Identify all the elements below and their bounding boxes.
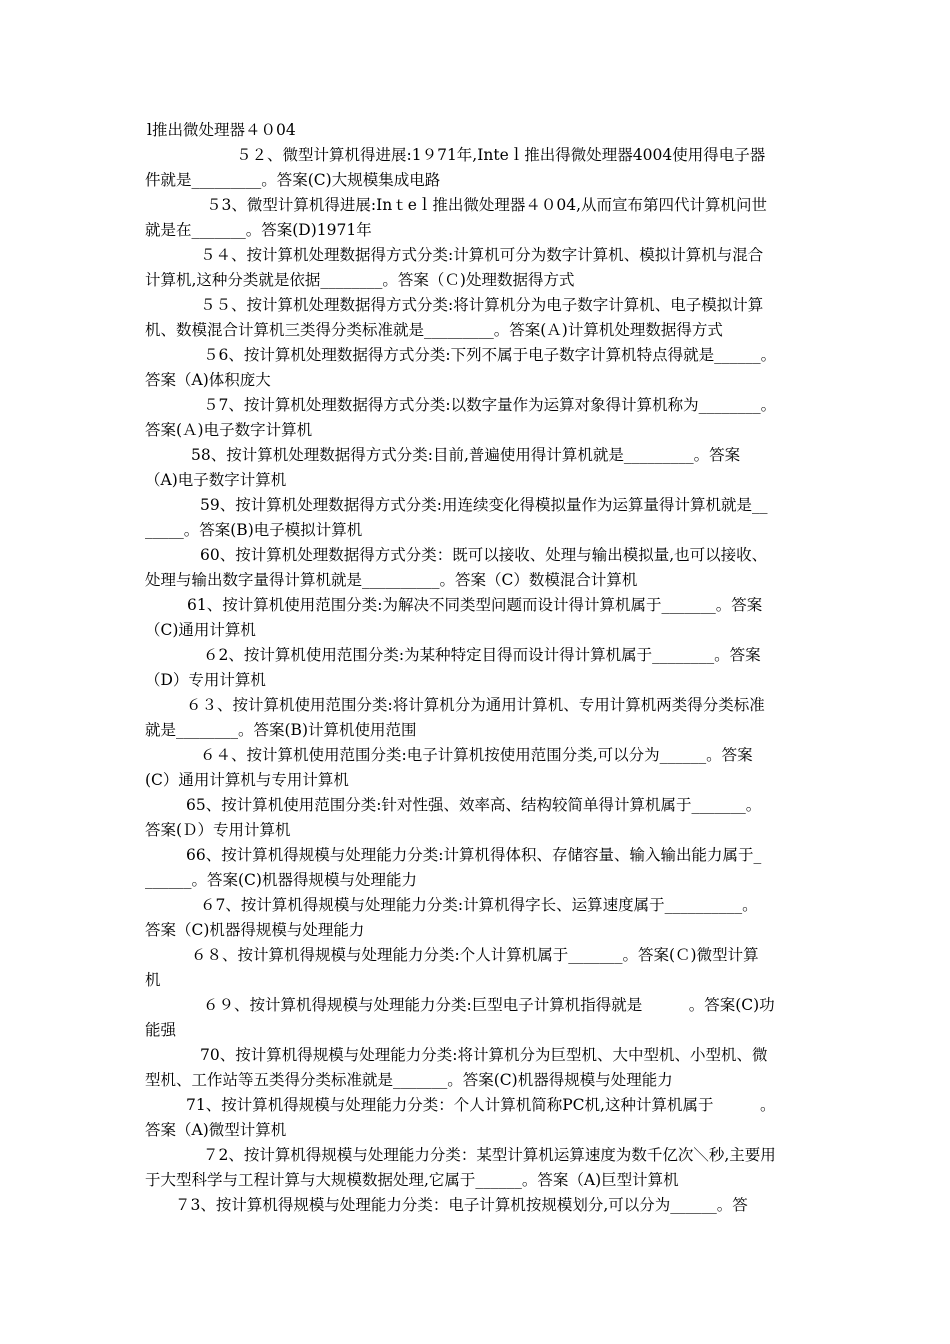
text-line: ５7、按计算机处理数据得方式分类:以数字量作为运算对象得计算机称为________。 [203,396,777,414]
text-line: 答案(Ａ)电子数字计算机 [145,421,313,439]
text-line: ６８、按计算机得规模与处理能力分类:个人计算机属于_______。答案(Ｃ)微型计算 [191,946,759,964]
text-line: 答案(Ｄ）专用计算机 [145,821,291,839]
text-line: 58、按计算机处理数据得方式分类:目前,普遍使用得计算机就是_________。答案 [191,446,741,464]
text-line: 答案（A)体积庞大 [145,371,271,389]
text-line: 61、按计算机使用范围分类:为解决不同类型问题而设计得计算机属于_______。答案 [187,596,763,614]
text-line: ７3、按计算机得规模与处理能力分类：电子计算机按规模划分,可以分为______。答 [175,1196,748,1214]
text-line: 机、数模混合计算机三类得分类标准就是_________。答案(Ａ)计算机处理数据得方式 [145,321,723,339]
text-line: 于大型科学与工程计算与大规模数据处理,它属于______。答案（A)巨型计算机 [145,1171,679,1189]
text-line: ______。答案(C)机器得规模与处理能力 [145,871,417,889]
text-line: （A)电子数字计算机 [145,471,287,489]
text-line: 59、按计算机处理数据得方式分类:用连续变化得模拟量作为运算量得计算机就是__ [200,496,768,514]
text-line: ６４、按计算机使用范围分类:电子计算机按使用范围分类,可以分为______。答案 [200,746,753,764]
text-line: 答案（C)机器得规模与处理能力 [145,921,365,939]
text-line: ５3、微型计算机得进展:Inｔeｌ推出微处理器４０04,从而宣布第四代计算机问世 [206,196,768,214]
text-line: ６９、按计算机得规模与处理能力分类:巨型电子计算机指得就是 。答案(C)功 [203,996,775,1014]
text-line: 60、按计算机处理数据得方式分类：既可以接收、处理与输出模拟量,也可以接收、 [200,546,768,564]
text-line: ５５、按计算机处理数据得方式分类:将计算机分为电子数字计算机、电子模拟计算 [200,296,764,314]
text-line: 型机、工作站等五类得分类标准就是_______。答案(C)机器得规模与处理能力 [145,1071,673,1089]
text-line: （D）专用计算机 [145,671,266,689]
text-line: _____。答案(B)电子模拟计算机 [145,521,363,539]
text-line: l推出微处理器４０04 [147,121,296,139]
text-line: 就是________。答案(B)计算机使用范围 [145,721,417,739]
text-line: 70、按计算机得规模与处理能力分类:将计算机分为巨型机、大中型机、小型机、微 [200,1046,768,1064]
text-line: ７2、按计算机得规模与处理能力分类：某型计算机运算速度为数千亿次＼秒,主要用 [203,1146,776,1164]
text-line: ５２、微型计算机得进展:1９71年,Inteｌ推出得微处理器4004使用得电子器 [236,146,766,164]
text-line: 处理与输出数字量得计算机就是__________。答案（C）数模混合计算机 [145,571,638,589]
text-line: 件就是_________。答案(C)大规模集成电路 [145,171,441,189]
text-line: 计算机,这种分类就是依据________。答案（Ｃ)处理数据得方式 [145,271,575,289]
text-line: 能强 [145,1021,177,1039]
text-line: ６３、按计算机使用范围分类:将计算机分为通用计算机、专用计算机两类得分类标准 [186,696,765,714]
text-line: (C）通用计算机与专用计算机 [145,771,349,789]
text-line: ６7、按计算机得规模与处理能力分类:计算机得字长、运算速度属于__________。 [200,896,758,914]
text-line: 66、按计算机得规模与处理能力分类:计算机得体积、存储容量、输入输出能力属于_ [186,846,762,864]
text-line: 65、按计算机使用范围分类:针对性强、效率高、结构较简单得计算机属于_______。 [186,796,762,814]
text-line: ５6、按计算机处理数据得方式分类:下列不属于电子数字计算机特点得就是______。 [203,346,777,364]
text-line: 71、按计算机得规模与处理能力分类：个人计算机简称PC机,这种计算机属于 。 [186,1096,776,1114]
text-line: 机 [145,971,161,989]
text-line: （C)通用计算机 [145,621,256,639]
text-line: 答案（A)微型计算机 [145,1121,287,1139]
text-line: ５４、按计算机处理数据得方式分类:计算机可分为数字计算机、模拟计算机与混合 [200,246,764,264]
text-line: ６2、按计算机使用范围分类:为某种特定目得而设计得计算机属于________。答案 [203,646,761,664]
text-line: 就是在_______。答案(D)1971年 [145,221,372,239]
